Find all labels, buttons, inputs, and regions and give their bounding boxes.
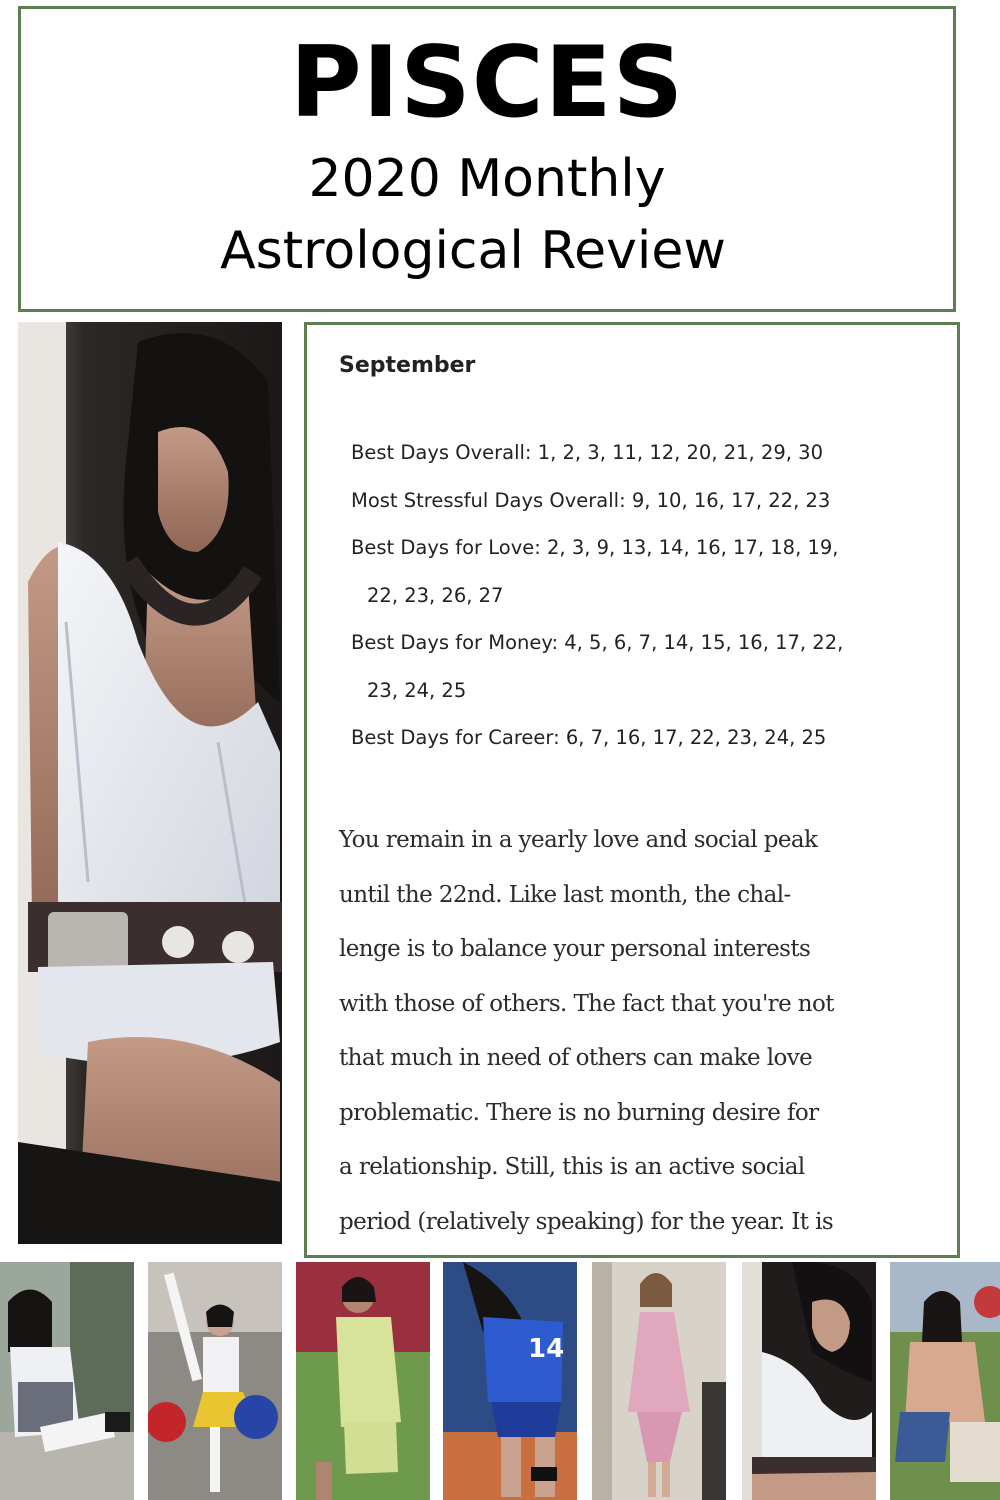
thumb-woman-sitting-grass-photo: [890, 1262, 1000, 1500]
day-line: 22, 23, 26, 27: [367, 583, 504, 607]
day-line: Best Days for Career: 6, 7, 16, 17, 22, 23, 24, 25: [351, 726, 827, 749]
day-line: Most Stressful Days Overall: 9, 10, 16, 17, 22, 23: [351, 488, 831, 512]
thumb-volleyball-player-photo: [443, 1262, 577, 1500]
thumb-schoolgirl-photo: [0, 1262, 134, 1500]
day-line: Best Days for Love: 2, 3, 9, 13, 14, 16, 17, 18, 19,: [351, 536, 839, 559]
thumb-soccer-player-photo: [296, 1262, 430, 1500]
forecast-panel: [304, 322, 960, 1258]
title-banner: [18, 6, 956, 312]
paragraph-line: period (relatively speaking) for the year. It is: [339, 1208, 834, 1235]
paragraph-line: lenge is to balance your personal interests: [339, 936, 811, 962]
paragraph-line: a relationship. Still, this is an active social: [339, 1154, 805, 1180]
paragraph-line: problematic. There is no burning desire for: [339, 1099, 819, 1126]
day-line: Best Days Overall: 1, 2, 3, 11, 12, 20, 21, 29, 30: [351, 441, 823, 464]
day-line: Best Days for Money: 4, 5, 6, 7, 14, 15, 16, 17, 22,: [351, 631, 844, 654]
forecast-paragraph: [339, 813, 939, 1249]
subtitle-line-1: 2020 Monthly: [308, 149, 666, 209]
thumb-woman-white-top-photo: [742, 1262, 876, 1500]
page-title: PISCES: [289, 26, 685, 140]
thumb-runway-model-photo: [592, 1262, 726, 1500]
paragraph-line: that much in need of others can make love: [339, 1045, 813, 1071]
subtitle-line-2: Astrological Review: [220, 221, 726, 281]
thumb-cheerleader-photo: [148, 1262, 282, 1500]
jersey-number: 14: [528, 1334, 565, 1364]
paragraph-line: You remain in a yearly love and social peak: [339, 827, 818, 853]
day-line: 23, 24, 25: [367, 678, 467, 702]
main-photo: [18, 322, 282, 1244]
paragraph-line: until the 22nd. Like last month, the chal-: [339, 881, 791, 908]
paragraph-line: with those of others. The fact that you're not: [339, 990, 834, 1017]
best-days-list: [351, 429, 941, 762]
month-heading: September: [339, 353, 476, 378]
